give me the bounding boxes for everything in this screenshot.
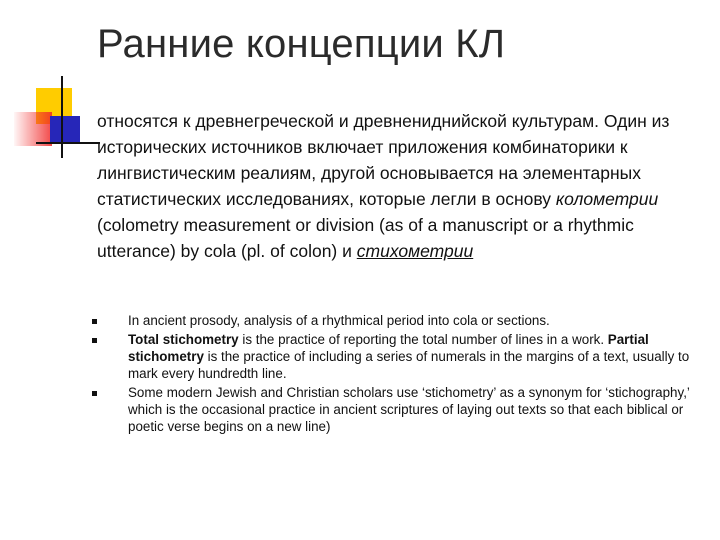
term-stichometry: стихометрии — [356, 241, 474, 261]
square-bullet-icon — [92, 391, 97, 396]
slide-title: Ранние концепции КЛ — [97, 22, 506, 66]
bullet-text: In ancient prosody, analysis of a rhythmical period into cola or sections. — [128, 313, 550, 328]
bullet-bold-term: Total stichometry — [128, 332, 239, 347]
slide-decoration — [0, 0, 100, 170]
term-colometry: колометрии — [555, 189, 659, 209]
square-bullet-icon — [92, 319, 97, 324]
bullet-list — [92, 312, 692, 437]
blue-square-decor — [50, 116, 80, 144]
square-bullet-icon — [92, 338, 97, 343]
bullet-item — [92, 384, 692, 435]
paragraph-text-2: (colometry measurement or division (as of a manuscript or a rhythmic utterance) by cola (pl. of colon) и — [97, 215, 634, 261]
bullet-item — [92, 331, 692, 382]
horizontal-line-decor — [36, 142, 100, 144]
bullet-text: is the practice of including a series of numerals in the margins of a text, usually to mark every hundredth line. — [128, 349, 690, 381]
red-square-decor — [14, 112, 52, 146]
bullet-text: Some modern Jewish and Christian scholars use ‘stichometry’ as a synonym for ‘stichography,’ which is the occasional practice in ancient scriptures of laying out texts so that each biblical or poetic verse begins on a new line) — [128, 385, 690, 434]
bullet-text: is the practice of reporting the total number of lines in a work. — [238, 332, 608, 347]
bullet-item — [92, 312, 692, 329]
paragraph-text-1: относятся к древнегреческой и древнениднийской культурам. Один из исторических источников включает приложения комбинаторики к лингвистическим реалиям, другой основывается на элементарных статистических исследованиях, которые легли в основу — [97, 111, 670, 209]
bullet-bold-term: Partial stichometry — [128, 332, 649, 364]
vertical-line-decor — [61, 76, 63, 158]
main-paragraph — [97, 108, 697, 264]
